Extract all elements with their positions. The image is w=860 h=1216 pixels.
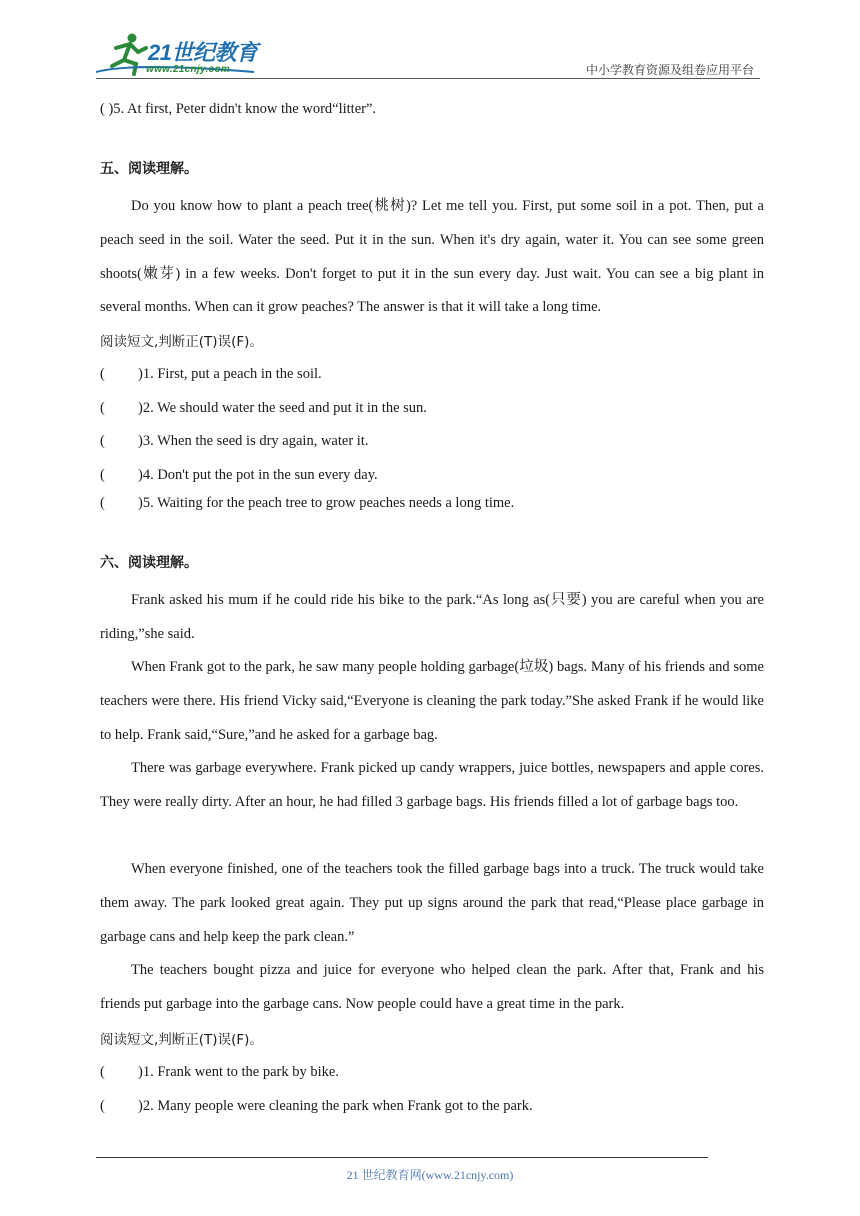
paragraph-text: When everyone finished, one of the teachers took the filled garbage bags into a truck. The truck would take them away. The park looked great again. They put up signs around the park that read,“Please place garbage in garbage cans and help keep the park clean.”	[100, 861, 764, 945]
answer-blank[interactable]: (	[100, 1064, 105, 1080]
answer-blank[interactable]: (	[100, 433, 105, 449]
paragraph-text: There was garbage everywhere. Frank picked up candy wrappers, juice bottles, newspapers and apple cores. They were really dirty. After an hour, he had filled 3 garbage bags. His friends filled a lot of garbage bags too.	[100, 760, 764, 810]
reading-paragraph	[100, 752, 764, 820]
paragraph-text: The teachers bought pizza and juice for everyone who helped clean the park. After that, Frank and his friends put garbage into the garbage cans. Now people could have a great time in the park.	[100, 962, 764, 1012]
question-text: )2. Many people were cleaning the park when Frank got to the park.	[138, 1098, 533, 1114]
footer-text: 21 世纪教育网(www.21cnjy.com)	[346, 1168, 514, 1182]
question-item	[100, 467, 378, 484]
question-item	[100, 433, 368, 450]
reading-paragraph	[100, 954, 764, 1022]
question-text: )5. Waiting for the peach tree to grow peaches needs a long time.	[138, 495, 515, 511]
question-item	[100, 1064, 339, 1081]
answer-blank[interactable]: (	[100, 400, 105, 416]
logo-text: 21世纪教育	[148, 40, 258, 65]
passage-text: Do you know how to plant a peach tree(桃树)? Let me tell you. First, put some soil in a pot. Then, put a peach seed in the soil. Water the seed. Put it in the sun. When it's dry again, water it. You can see some green shoots(嫩芽) in a few weeks. Don't forget to put it in the sun every day. Just wait. You can see a big plant in several months. When can it grow peaches? The answer is that it will take a long time.	[100, 198, 764, 316]
paragraph-text: When Frank got to the park, he saw many people holding garbage(垃圾) bags. Many of his friends and some teachers were there. His friend Vicky said,“Everyone is cleaning the park today.”She asked Frank if he would like to help. Frank said,“Sure,”and he asked for a garbage bag.	[100, 659, 764, 743]
question-text: )3. When the seed is dry again, water it.	[138, 433, 369, 449]
question-item: ( )5. At first, Peter didn't know the word“litter”.	[100, 101, 377, 117]
reading-paragraph	[100, 584, 764, 652]
question-text: )1. First, put a peach in the soil.	[138, 366, 322, 382]
question-text: )2. We should water the seed and put it in the sun.	[138, 400, 427, 416]
question-text: )1. Frank went to the park by bike.	[138, 1064, 339, 1080]
header-platform-text: 中小学教育资源及组卷应用平台	[585, 63, 754, 77]
header-divider	[96, 78, 760, 79]
answer-blank[interactable]: (	[100, 495, 105, 511]
logo-url: www.21cnjy.com	[146, 64, 231, 75]
section-heading-6: 六、阅读理解。	[100, 555, 198, 571]
question-item	[100, 1098, 533, 1115]
reading-paragraph	[100, 853, 764, 954]
page-header	[0, 0, 860, 80]
answer-blank[interactable]: (	[100, 1098, 105, 1114]
section-heading-5: 五、阅读理解。	[100, 161, 198, 177]
footer-divider	[96, 1157, 708, 1158]
question-item	[100, 400, 427, 417]
paragraph-text: Frank asked his mum if he could ride his bike to the park.“As long as(只要) you are careful when you are riding,”she said.	[100, 592, 764, 642]
reading-paragraph	[100, 651, 764, 752]
instruction-6: 阅读短文,判断正(T)误(F)。	[100, 1032, 263, 1048]
question-item	[100, 495, 514, 512]
reading-passage-5	[100, 190, 764, 325]
answer-blank[interactable]: (	[100, 366, 105, 382]
question-text: )4. Don't put the pot in the sun every day.	[138, 467, 378, 483]
answer-blank[interactable]: (	[100, 467, 105, 483]
question-item	[100, 366, 322, 383]
instruction-5: 阅读短文,判断正(T)误(F)。	[100, 334, 263, 350]
